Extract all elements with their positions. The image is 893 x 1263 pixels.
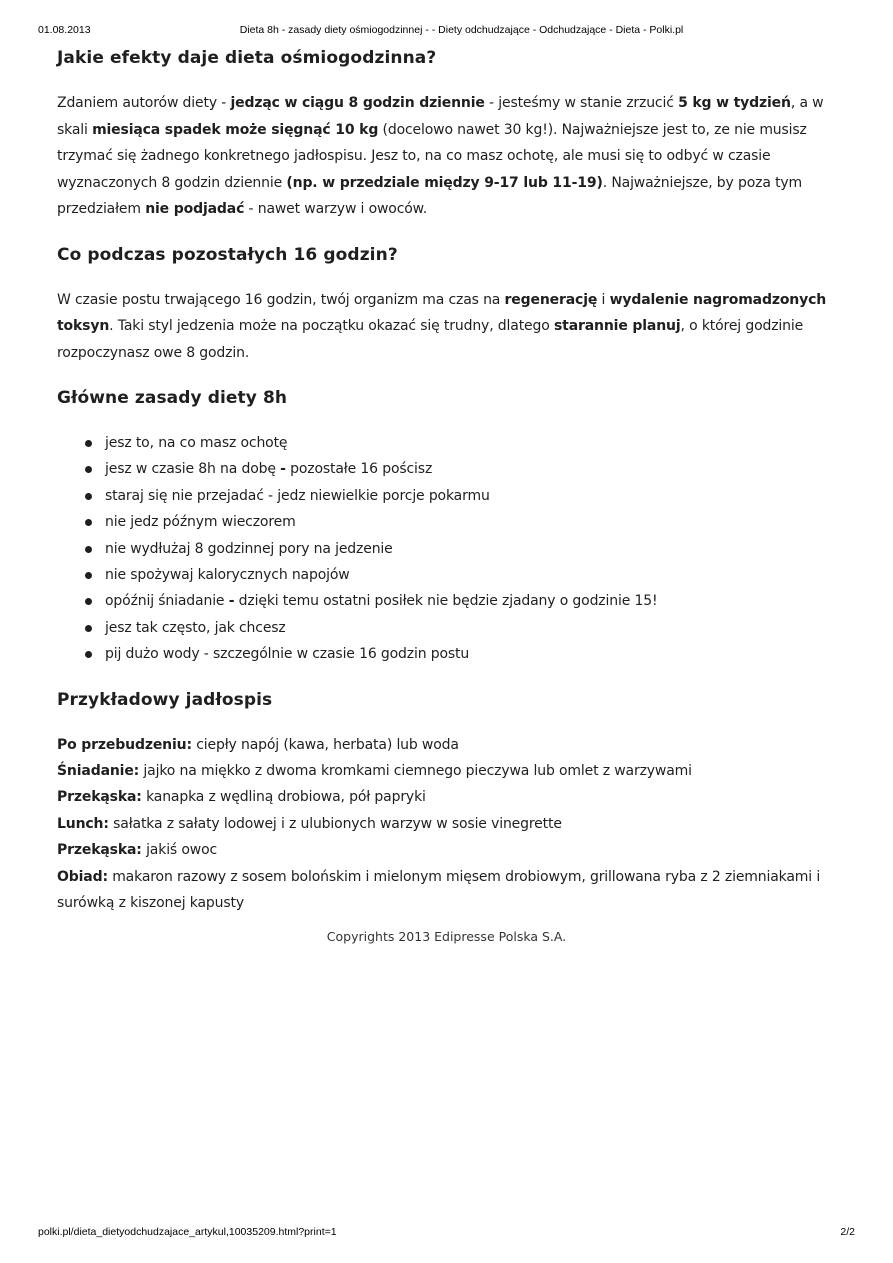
bullet-icon: [85, 519, 92, 526]
list-item: [85, 456, 847, 482]
heading-sample-menu: Przykładowy jadłospis: [57, 689, 273, 710]
bold-run: miesiąca spadek może sięgnąć 10 kg: [92, 121, 379, 138]
meal-label: Po przebudzeniu:: [57, 736, 192, 753]
bullet-icon: [85, 546, 92, 553]
text-run: opóźnij śniadanie: [105, 593, 229, 610]
list-item: [85, 483, 847, 509]
bold-run: jedząc w ciągu 8 godzin dziennie: [230, 95, 485, 111]
text-run: pozostałe 16 pościsz: [285, 461, 433, 478]
bullet-icon: [85, 651, 92, 658]
bold-run: -: [280, 461, 286, 478]
meal-label: Śniadanie:: [57, 763, 140, 780]
list-item: [85, 641, 847, 667]
text-run: - jesteśmy w stanie zrzucić: [484, 95, 679, 111]
menu-line: [57, 758, 847, 784]
text-run: . Najważniejsze, by poza tym przedziałem: [57, 174, 803, 217]
list-item: [85, 536, 847, 562]
bullet-icon: [85, 625, 92, 632]
text-run: , o której godzinie rozpoczynasz owe 8 godzin.: [57, 318, 804, 361]
menu-line: [57, 732, 847, 758]
text-run: i: [597, 291, 610, 308]
text-run: dzięki temu ostatni posiłek nie będzie zjadany o godzinie 15!: [234, 593, 658, 610]
bold-run: wydalenie nagromadzonych toksyn: [57, 291, 827, 334]
heading-rules: Główne zasady diety 8h: [57, 388, 288, 408]
text-run: . Taki styl jedzenia może na początku okazać się trudny, dlatego: [109, 318, 554, 334]
text-run: , a w skali: [57, 95, 824, 138]
list-item: [85, 509, 847, 535]
list-item: [85, 588, 847, 614]
menu-line: [57, 811, 847, 837]
text-run: nie spożywaj kalorycznych napojów: [105, 567, 350, 584]
text-run: (docelowo nawet 30 kg!). Najważniejsze jest to, ze nie musisz trzymać się żadnego konkretnego jadłospisu. Jesz to, na co masz ochotę, ale musi się to odbyć w czasie wyznaczonych 8 godzin dziennie: [57, 121, 807, 191]
meal-label: Przekąska:: [57, 842, 142, 859]
menu-line: [57, 864, 847, 917]
text-run: nie jedz późnym wieczorem: [105, 514, 296, 531]
sample-menu: [57, 732, 847, 917]
text-run: pij dużo wody - szczególnie w czasie 16 godzin postu: [105, 646, 470, 663]
rules-list: [85, 430, 847, 668]
print-url: polki.pl/dieta_dietyodchudzajace_artykul,10035209.html?print=1: [38, 1226, 337, 1238]
text-run: nie wydłużaj 8 godzinnej pory na jedzenie: [105, 540, 393, 557]
print-page-title: Dieta 8h - zasady diety ośmiogodzinnej - - Diety odchudzające - Odchudzające - Dieta - Polki.pl: [239, 24, 684, 36]
menu-line: [57, 784, 847, 810]
bold-run: starannie planuj: [553, 318, 681, 334]
meal-text: makaron razowy z sosem bolońskim i mielonym mięsem drobiowym, grillowana ryba z 2 ziemniakami i surówką z kiszonej kapusty: [57, 868, 821, 912]
list-item: [85, 615, 847, 641]
bold-run: 5 kg w tydzień: [678, 95, 791, 111]
copyright-notice: Copyrights 2013 Edipresse Polska S.A.: [326, 929, 567, 944]
page-number: 2/2: [840, 1226, 855, 1238]
meal-text: ciepły napój (kawa, herbata) lub woda: [191, 736, 459, 753]
list-item: [85, 562, 847, 588]
print-footer: [38, 1226, 855, 1240]
bullet-icon: [85, 493, 92, 500]
text-run: jesz to, na co masz ochotę: [105, 435, 288, 451]
article-content: [57, 44, 847, 917]
bold-run: nie podjadać: [145, 201, 245, 217]
text-run: Zdaniem autorów diety -: [57, 95, 231, 111]
print-header: [38, 24, 855, 38]
list-item: [85, 430, 847, 456]
text-run: jesz tak często, jak chcesz: [105, 619, 286, 636]
bullet-icon: [85, 572, 92, 579]
bold-run: regenerację: [504, 291, 598, 308]
meal-text: kanapka z wędliną drobiowa, pół papryki: [141, 789, 426, 806]
menu-line: [57, 837, 847, 863]
print-date: 01.08.2013: [38, 24, 91, 36]
bullet-icon: [85, 440, 92, 447]
paragraph-16-hours: [57, 287, 847, 367]
meal-label: Lunch:: [57, 815, 109, 832]
bullet-icon: [85, 598, 92, 605]
text-run: jesz w czasie 8h na dobę: [105, 461, 281, 478]
text-run: - nawet warzyw i owoców.: [244, 201, 427, 217]
meal-label: Obiad:: [57, 868, 108, 885]
heading-16-hours: Co podczas pozostałych 16 godzin?: [57, 244, 398, 265]
text-run: W czasie postu trwającego 16 godzin, twój organizm ma czas na: [57, 291, 505, 308]
meal-text: sałatka z sałaty lodowej i z ulubionych warzyw w sosie vinegrette: [108, 815, 562, 832]
meal-text: jajko na miękko z dwoma kromkami ciemnego pieczywa lub omlet z warzywami: [139, 763, 692, 780]
bullet-icon: [85, 466, 92, 473]
bold-run: -: [228, 593, 235, 610]
text-run: staraj się nie przejadać - jedz niewielkie porcje pokarmu: [105, 487, 490, 504]
bold-run: (np. w przedziale między 9-17 lub 11-19): [286, 174, 603, 191]
heading-effects: Jakie efekty daje dieta ośmiogodzinna?: [57, 48, 437, 68]
meal-text: jakiś owoc: [141, 842, 218, 859]
paragraph-effects: [57, 90, 847, 223]
meal-label: Przekąska:: [57, 789, 142, 806]
